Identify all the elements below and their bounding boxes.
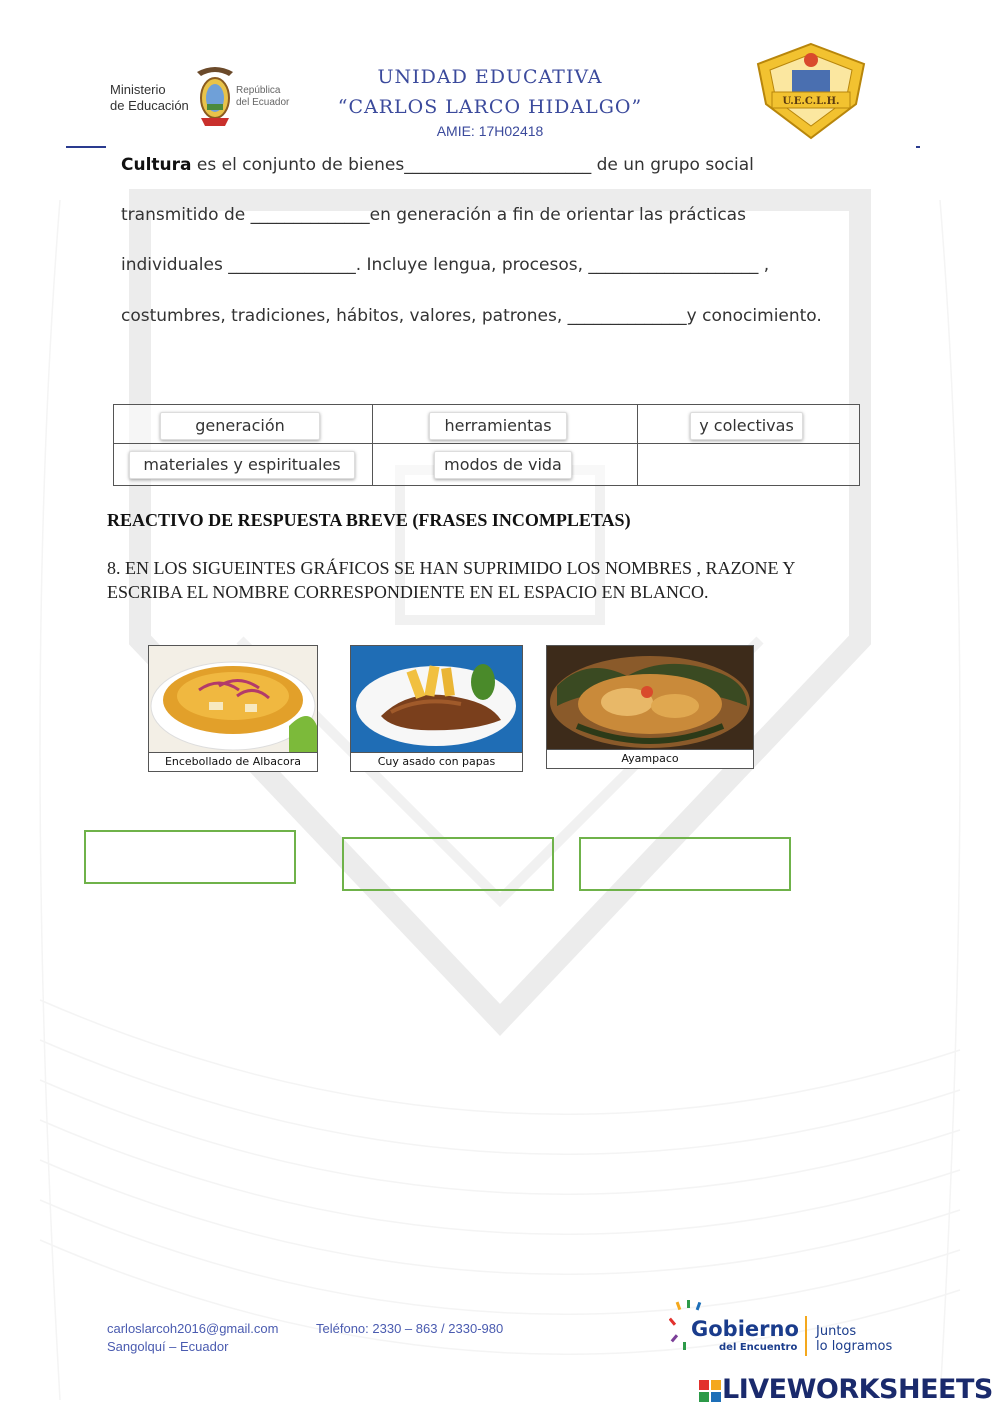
text-segment: costumbres, tradiciones, hábitos, valores, patrones,: [121, 306, 568, 326]
word-chip-modos-de-vida[interactable]: modos de vida: [434, 451, 572, 479]
juntos-word: Juntos: [816, 1324, 857, 1339]
word-chip-materiales[interactable]: materiales y espirituales: [129, 451, 355, 479]
section-heading: REACTIVO DE RESPUESTA BREVE (FRASES INCOMPLETAS): [107, 510, 631, 530]
gobierno-logo: [669, 1298, 909, 1360]
food-image-ayampaco: [546, 645, 754, 769]
blank-2[interactable]: ______________: [250, 205, 370, 225]
del-encuentro-word: del Encuentro: [719, 1342, 798, 1353]
paragraph-line-3: [121, 255, 769, 275]
republica-text: [236, 85, 289, 109]
text-segment: transmitido de: [121, 205, 251, 225]
word-chip-generacion[interactable]: generación: [160, 412, 320, 440]
ministry-line2: de Educación: [110, 98, 189, 113]
badge-label: U.E.C.L.H.: [782, 96, 840, 107]
text-segment: de un grupo social: [591, 155, 754, 175]
image-caption: Cuy asado con papas: [351, 752, 522, 771]
paragraph-line-2: [121, 205, 746, 225]
school-title-line2: “CARLOS LARCO HIDALGO”: [337, 96, 643, 118]
cultura-bold: Cultura: [121, 155, 192, 175]
table-divider: [637, 405, 638, 485]
lo-logramos-word: lo logramos: [816, 1339, 893, 1354]
school-badge-icon: [752, 42, 870, 140]
image-caption: Encebollado de Albacora: [149, 752, 317, 771]
liveworksheets-icon: [699, 1380, 721, 1402]
table-divider: [372, 405, 373, 485]
text-segment: ,: [758, 255, 770, 275]
word-chip-herramientas[interactable]: herramientas: [429, 412, 567, 440]
blank-1[interactable]: ______________________: [404, 155, 592, 175]
blank-3[interactable]: _______________: [228, 255, 356, 275]
republica-line2: del Ecuador: [236, 97, 290, 108]
paragraph-line-1: [121, 155, 754, 175]
text-segment: es el conjunto de bienes: [191, 155, 405, 175]
gobierno-word: Gobierno: [691, 1317, 799, 1341]
answer-box-2[interactable]: [342, 837, 554, 891]
cuy-photo-icon: [351, 646, 522, 752]
question-8: 8. EN LOS SIGUEINTES GRÁFICOS SE HAN SUPRIMIDO LOS NOMBRES , RAZONE Y ESCRIBA EL NOMBRE CORRESPONDIENTE EN EL ESPACIO EN BLANCO.: [107, 558, 795, 602]
ayampaco-photo-icon: [547, 646, 753, 749]
amie-code: AMIE: 17H02418: [436, 123, 544, 139]
blank-4[interactable]: ____________________: [588, 255, 759, 275]
blank-5[interactable]: ______________: [567, 306, 687, 326]
footer-email: carloslarcoh2016@gmail.com: [107, 1321, 279, 1336]
ministry-logo-text: [110, 82, 189, 114]
word-chip-y-colectivas[interactable]: y colectivas: [690, 412, 803, 440]
text-segment: . Incluye lengua, procesos,: [355, 255, 589, 275]
text-segment: y conocimiento.: [686, 306, 822, 326]
footer-phone: Teléfono: 2330 – 863 / 2330-980: [316, 1321, 504, 1336]
food-image-encebollado: [148, 645, 318, 772]
encebollado-photo-icon: [149, 646, 317, 752]
header-divider-left: [66, 146, 106, 148]
table-divider: [114, 443, 859, 444]
text-segment: individuales: [121, 255, 229, 275]
food-image-cuy: [350, 645, 523, 772]
word-bank-table: [113, 404, 860, 486]
answer-box-3[interactable]: [579, 837, 791, 891]
school-title-line1: UNIDAD EDUCATIVA: [377, 66, 603, 88]
ecuador-crest-icon: [193, 62, 237, 128]
header-divider-right: [916, 146, 920, 148]
text-segment: en generación a fin de orientar las prácticas: [369, 205, 746, 225]
image-caption: Ayampaco: [547, 749, 753, 768]
footer-city: Sangolquí – Ecuador: [107, 1339, 229, 1354]
liveworksheets-brand[interactable]: LIVEWORKSHEETS: [722, 1374, 993, 1405]
ministry-line1: Ministerio: [110, 82, 166, 97]
answer-box-1[interactable]: [84, 830, 296, 884]
republica-line1: República: [236, 85, 281, 96]
paragraph-line-4: [121, 306, 822, 326]
